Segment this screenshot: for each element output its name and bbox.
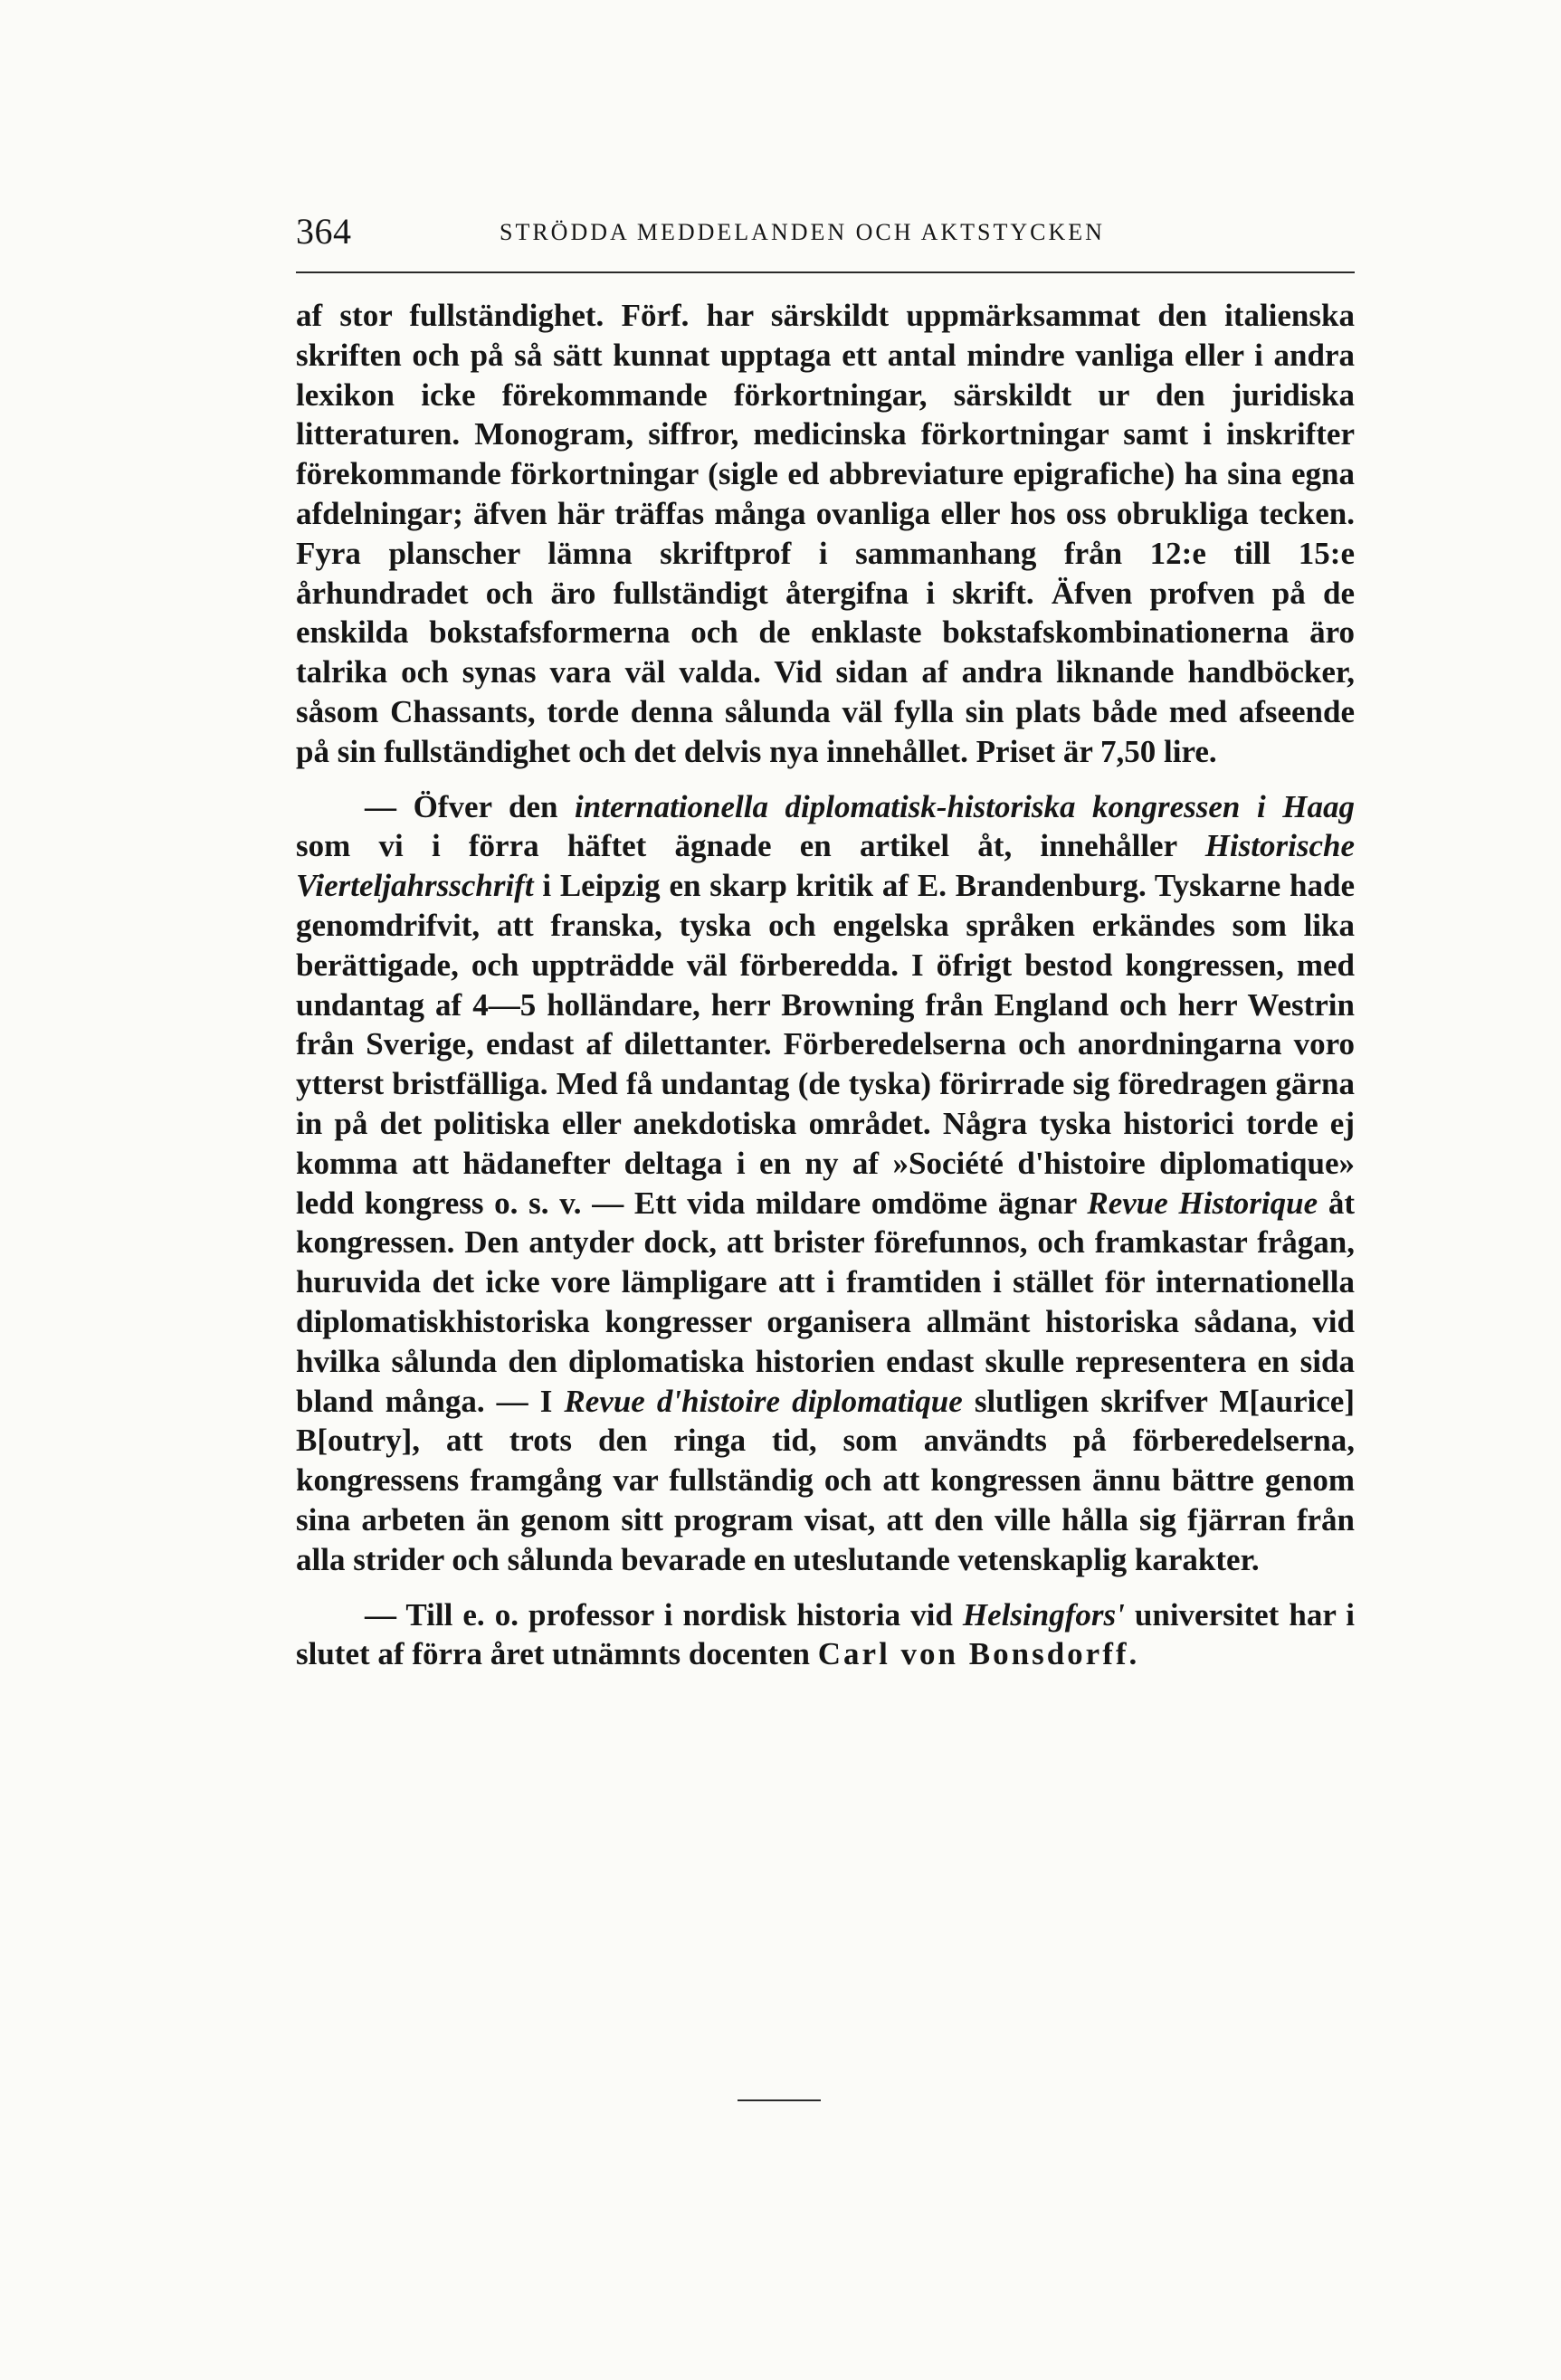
body-text xyxy=(296,296,1355,1674)
text-run: som vi i förra häftet ägnade en artikel åt, innehåller xyxy=(296,828,1205,864)
paragraph-congress-review xyxy=(296,787,1355,1580)
page-header xyxy=(296,210,1382,264)
page-number: 364 xyxy=(296,211,352,252)
italic-title: Revue d'histoire diplomatique xyxy=(564,1383,963,1419)
text-run: åt kongressen. Den antyder dock, att brister förefunnos, och framkastar frågan, huruvida det icke vore lämpligare att i framtiden i stället för internationella diplomatiskhistoriska kongresser organisera allmänt historiska sådana, vid hvilka sålunda den diplomatiska historien endast skulle representera en sida bland många. — I xyxy=(296,1185,1355,1419)
running-head: STRÖDDA MEDDELANDEN OCH AKTSTYCKEN xyxy=(500,219,1105,245)
text-run: i Leipzig en skarp kritik af E. Brandenburg. Tyskarne hade genomdrifvit, att franska, tyska och engelska språken erkändes som lika berättigade, och uppträdde väl förberedda. I öfrigt bestod kongressen, med undantag af 4—5 holländare, herr Browning från England och herr Westrin från Sverige, endast af dilettanter. Förberedelserna och anordningarna voro ytterst bristfälliga. Med få undantag (de tyska) förirrade sig föredragen gärna in på det politiska eller anekdotiska området. Några tyska historici torde ej komma att hädanefter deltaga i en ny af »Société d'histoire diplomatique» ledd kongress o. s. v. — Ett vida mildare omdöme ägnar xyxy=(296,868,1355,1221)
italic-title: Revue Historique xyxy=(1087,1185,1318,1221)
text-run: slutligen skrifver M[aurice] B[outry], att trots den ringa tid, som användts på förberedelserna, kongressens framgång var fullständig och att kongressen ännu bättre genom sina arbeten än genom sitt program visat, att den ville hålla sig fjärran från alla strider och sålunda bevarade en uteslutande vetenskaplig karakter. xyxy=(296,1383,1355,1577)
paragraph-appointment xyxy=(296,1595,1355,1675)
paragraph-continuation xyxy=(296,296,1355,772)
closing-rule xyxy=(738,2099,821,2101)
text-run: — Till e. o. professor i nordisk historia vid xyxy=(365,1596,963,1633)
text-run: — Öfver den xyxy=(365,788,576,824)
italic-title: internationella diplomatisk-historiska kongressen i Haag xyxy=(575,788,1355,824)
text-run: universitet har i slutet af förra året utnämnts docenten xyxy=(296,1596,1355,1672)
italic-title: Historische Vierteljahrsschrift xyxy=(296,828,1355,904)
text-run: af stor fullständighet. Förf. har särskildt uppmärksammat den italienska skriften och på så sätt kunnat upptaga ett antal mindre vanliga eller i andra lexikon icke förekommande förkortningar, särskildt ur den juridiska litteraturen. Monogram, siffror, medicinska förkortningar samt i inskrifter förekommande förkortningar (sigle ed abbreviature epigrafiche) ha sina egna afdelningar; äfven här träffas många ovanliga eller hos oss obrukliga tecken. Fyra planscher lämna skriftprof i sammanhang från 12:e till 15:e århundradet och äro fullständigt återgifna i skrift. Äfven profven på de enskilda bokstafsformerna och de enklaste bokstafskombinationerna äro talrika och synas vara väl valda. Vid sidan af andra liknande handböcker, såsom Chassants, torde denna sålunda väl fylla sin plats både med afseende på sin fullständighet och det delvis nya innehållet. Priset är 7,50 lire. xyxy=(296,298,1355,769)
text-run: . xyxy=(1128,1636,1137,1672)
spaced-name: Carl von Bonsdorff xyxy=(817,1636,1129,1672)
italic-title: Helsingfors' xyxy=(962,1596,1125,1633)
header-rule xyxy=(296,271,1355,273)
